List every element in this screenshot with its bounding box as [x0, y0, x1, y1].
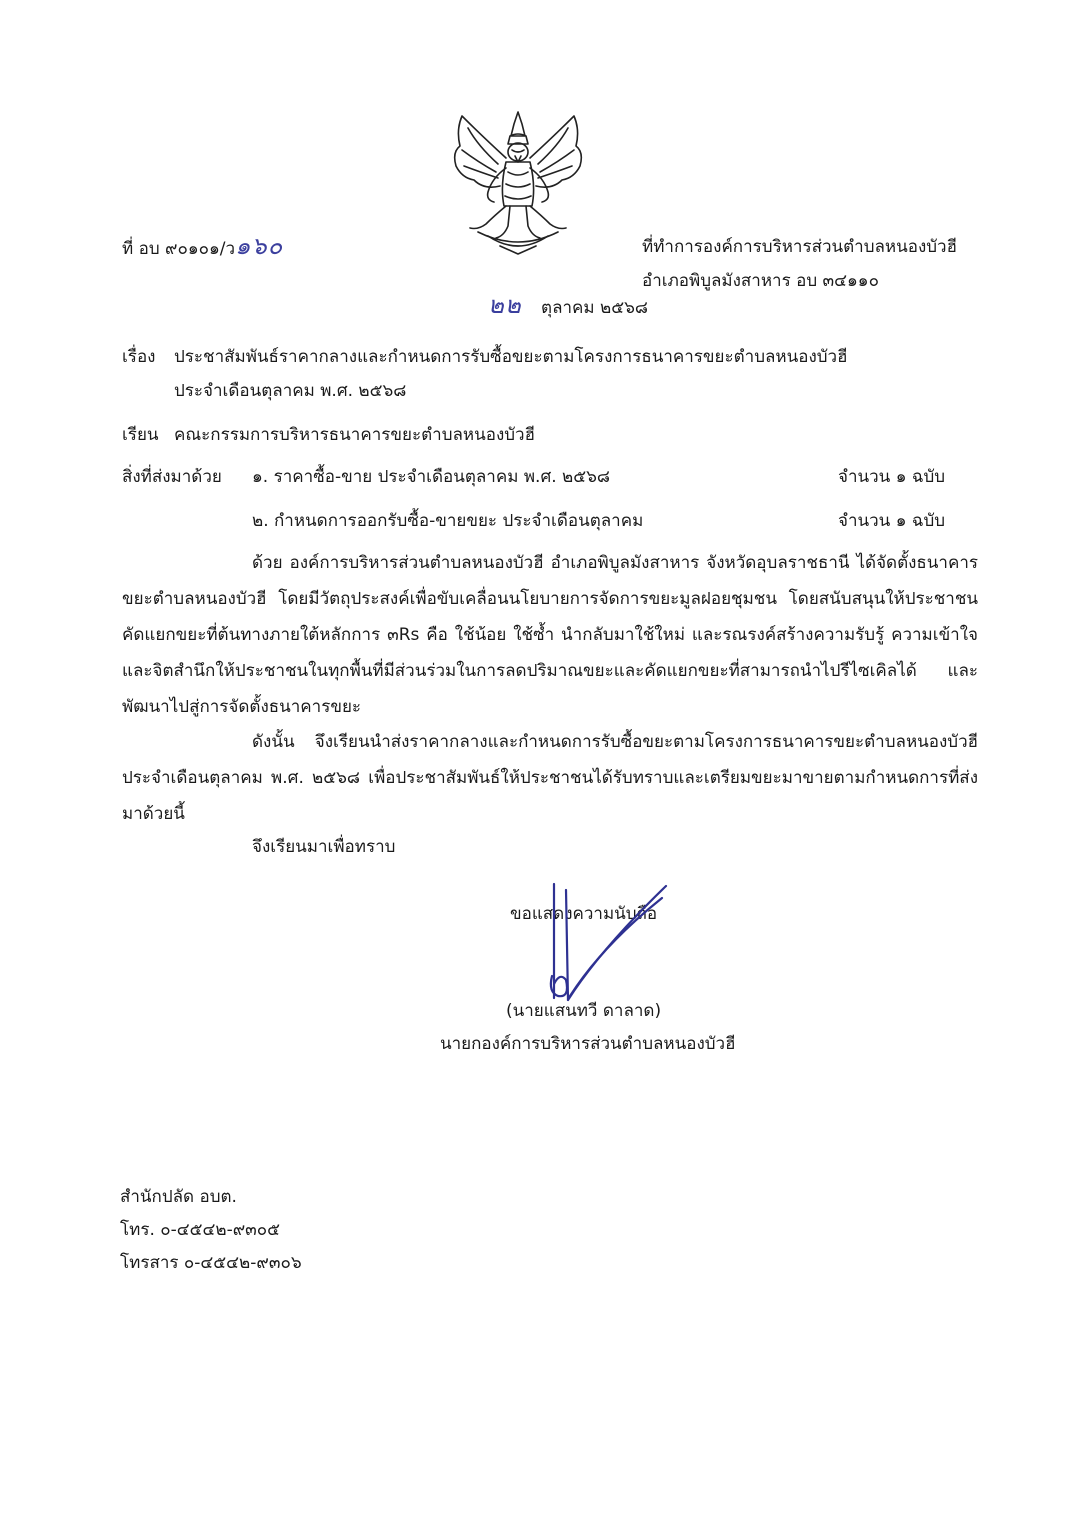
footer-office: สำนักปลัด อบต. — [120, 1187, 237, 1207]
body-paragraph-2 — [122, 724, 978, 832]
signature-icon — [530, 880, 680, 1020]
enclosure-item-2: ๒. กำหนดการออกรับซื้อ-ขายขยะ ประจำเดือนตุลาคม — [252, 511, 644, 531]
date-month-year: ตุลาคม ๒๕๖๘ — [541, 298, 649, 318]
document-number-prefix: ที่ อบ ๙๐๑๐๑/ว — [122, 239, 236, 259]
document-date — [488, 291, 649, 319]
recipient-label: เรียน — [122, 425, 159, 445]
closing-line: จึงเรียนมาเพื่อทราบ — [252, 837, 396, 857]
signature-regards: ขอแสดงความนับถือ — [510, 904, 658, 924]
footer-fax: โทรสาร ๐-๔๕๔๒-๙๓๐๖ — [120, 1253, 302, 1273]
enclosure-item-1-qty: จำนวน ๑ ฉบับ — [838, 467, 946, 487]
document-number-handwritten: ๑๖๐ — [235, 232, 284, 260]
garuda-emblem-icon — [448, 106, 588, 258]
office-address-line1: ที่ทำการองค์การบริหารส่วนตำบลหนองบัวฮี — [642, 237, 957, 257]
subject-line1: ประชาสัมพันธ์ราคากลางและกำหนดการรับซื้อขยะตามโครงการธนาคารขยะตำบลหนองบัวฮี — [174, 347, 848, 367]
enclosure-item-2-qty: จำนวน ๑ ฉบับ — [838, 511, 946, 531]
body-paragraph-1-text: ด้วย องค์การบริหารส่วนตำบลหนองบัวฮี อำเภอพิบูลมังสาหาร จังหวัดอุบลราชธานี ได้จัดตั้งธนาคารขยะตำบลหนองบัวฮี โดยมีวัตถุประสงค์เพื่อขับเคลื่อนนโยบายการจัดการขยะมูลฝอยชุมชน โดยสนับสนุนให้ประชาชนคัดแยกขยะที่ต้นทางภายใต้หลักการ ๓Rs คือ ใช้น้อย ใช้ซ้ำ นำกลับมาใช้ใหม่ และรณรงค์สร้างความรับรู้ ความเข้าใจและจิตสำนึกให้ประชาชนในทุกพื้นที่มีส่วนร่วมในการลดปริมาณขยะและคัดแยกขยะที่สามารถนำไปรีไซเคิลได้ และพัฒนาไปสู่การจัดตั้งธนาคารขยะ — [122, 553, 978, 717]
recipient-value: คณะกรรมการบริหารธนาคารขยะตำบลหนองบัวฮี — [174, 425, 535, 445]
enclosure-item-1: ๑. ราคาซื้อ-ขาย ประจำเดือนตุลาคม พ.ศ. ๒๕๖๘ — [252, 467, 611, 487]
signatory-name: (นายแสนทวี ดาลาด) — [506, 1001, 662, 1021]
subject-line2: ประจำเดือนตุลาคม พ.ศ. ๒๕๖๘ — [174, 381, 407, 401]
enclosures-label: สิ่งที่ส่งมาด้วย — [122, 467, 222, 487]
footer-phone: โทร. ๐-๔๕๔๒-๙๓๐๕ — [120, 1220, 281, 1240]
signatory-position: นายกองค์การบริหารส่วนตำบลหนองบัวฮี — [440, 1034, 736, 1054]
date-day-handwritten: ๒๒ — [488, 291, 522, 319]
document-number — [122, 232, 284, 260]
body-paragraph-1 — [122, 545, 978, 725]
office-address-line2: อำเภอพิบูลมังสาหาร อบ ๓๔๑๑๐ — [642, 271, 879, 291]
subject-label: เรื่อง — [122, 347, 156, 367]
body-paragraph-2-text: ดังนั้น จึงเรียนนำส่งราคากลางและกำหนดการรับซื้อขยะตามโครงการธนาคารขยะตำบลหนองบัวฮี ประจำเดือนตุลาคม พ.ศ. ๒๕๖๘ เพื่อประชาสัมพันธ์ให้ประชาชนได้รับทราบและเตรียมขยะมาขายตามกำหนดการที่ส่งมาด้วยนี้ — [122, 732, 978, 824]
